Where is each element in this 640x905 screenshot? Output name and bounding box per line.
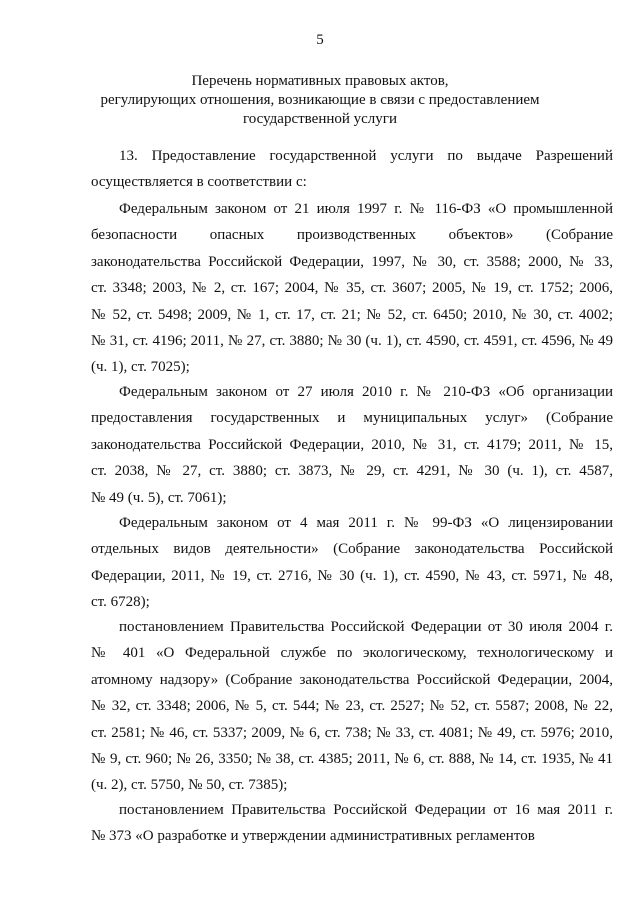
paragraph-line: безопасности опасных производственных объектов» (Собрание xyxy=(91,227,613,244)
heading-line: Перечень нормативных правовых актов, xyxy=(191,73,449,89)
paragraph-line: ст. 2581; № 46, ст. 5337; 2009, № 6, ст. 738; № 33, ст. 4081; № 49, ст. 5976; 2010, xyxy=(91,724,613,741)
paragraph-line: ст. 3348; 2003, № 2, ст. 167; 2004, № 35, ст. 3607; 2005, № 19, ст. 1752; 2006, xyxy=(91,280,613,297)
document-heading xyxy=(60,72,580,129)
paragraph-line: № 31, ст. 4196; 2011, № 27, ст. 3880; № 30 (ч. 1), ст. 4590, ст. 4591, ст. 4596, № 49 xyxy=(91,332,613,349)
heading-line: государственной услуги xyxy=(243,111,397,127)
paragraph-line: постановлением Правительства Российской Федерации от 30 июля 2004 г. xyxy=(119,619,613,635)
paragraph-line: № 32, ст. 3348; 2006, № 5, ст. 544; № 23, ст. 2527; № 52, ст. 5587; 2008, № 22, xyxy=(91,698,613,715)
paragraph-line: Федерации, 2011, № 19, ст. 2716, № 30 (ч. 1), ст. 4590, № 43, ст. 5971, № 48, xyxy=(91,567,613,584)
paragraph-line: № 373 «О разработке и утверждении административных регламентов xyxy=(91,828,535,845)
paragraph-line: отдельных видов деятельности» (Собрание законодательства Российской xyxy=(91,541,613,558)
paragraph xyxy=(91,143,613,196)
paragraph-line: постановлением Правительства Российской Федерации от 16 мая 2011 г. xyxy=(119,802,613,818)
paragraph-line: осуществляется в соответствии с: xyxy=(91,174,307,191)
paragraph-line: ст. 2038, № 27, ст. 3880; ст. 3873, № 29, ст. 4291, № 30 (ч. 1), ст. 4587, xyxy=(91,463,613,480)
paragraph-line: предоставления государственных и муниципальных услуг» (Собрание xyxy=(91,410,613,427)
paragraph-line: атомному надзору» (Собрание законодательства Российской Федерации, 2004, xyxy=(91,671,613,688)
paragraph-line: 13. Предоставление государственной услуги по выдаче Разрешений xyxy=(119,148,613,164)
paragraph-line: № 52, ст. 5498; 2009, № 1, ст. 17, ст. 21; № 52, ст. 6450; 2010, № 30, ст. 4002; xyxy=(91,306,613,323)
paragraph-line: Федеральным законом от 27 июля 2010 г. № 210-ФЗ «Об организации xyxy=(119,384,613,400)
paragraph xyxy=(91,510,613,616)
paragraph-line: Федеральным законом от 4 мая 2011 г. № 99-ФЗ «О лицензировании xyxy=(119,515,613,531)
page-number: 5 xyxy=(316,32,324,48)
paragraph-line: ст. 6728); xyxy=(91,594,150,611)
paragraph-line: законодательства Российской Федерации, 1997, № 30, ст. 3588; 2000, № 33, xyxy=(91,253,613,270)
paragraph-line: № 49 (ч. 5), ст. 7061); xyxy=(91,489,227,506)
paragraph xyxy=(91,614,613,799)
paragraph-line: законодательства Российской Федерации, 2010, № 31, ст. 4179; 2011, № 15, xyxy=(91,436,613,453)
paragraph xyxy=(91,196,613,381)
heading-line: регулирующих отношения, возникающие в связи с предоставлением xyxy=(100,92,540,108)
paragraph-line: (ч. 2), ст. 5750, № 50, ст. 7385); xyxy=(91,777,288,794)
paragraph-line: № 401 «О Федеральной службе по экологическому, технологическому и xyxy=(91,645,613,662)
paragraph xyxy=(91,379,613,511)
paragraph-line: (ч. 1), ст. 7025); xyxy=(91,359,190,376)
paragraph-line: Федеральным законом от 21 июля 1997 г. № 116-ФЗ «О промышленной xyxy=(119,201,613,217)
paragraph-line: № 9, ст. 960; № 26, 3350; № 38, ст. 4385; 2011, № 6, ст. 888, № 14, ст. 1935, № 41 xyxy=(91,750,613,767)
paragraph xyxy=(91,797,613,850)
